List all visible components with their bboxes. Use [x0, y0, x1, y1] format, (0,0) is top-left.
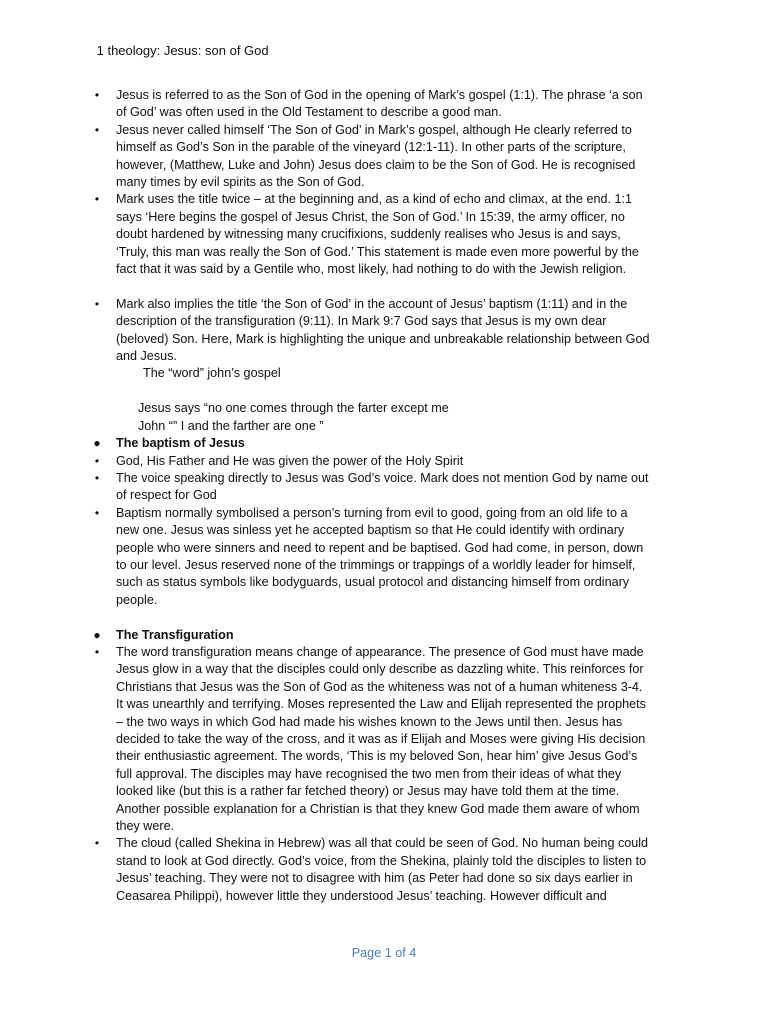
bullet-marker: • [94, 88, 100, 102]
bullet-marker: • [94, 453, 100, 468]
bullet-marker: • [94, 192, 100, 207]
bullet-text: Jesus is referred to as the Son of God in the opening of Mark’s gospel (1:1). The phrase ‘a son of God’ was often used in the Old Testament to describe a good man. [116, 88, 643, 120]
document-body [0, 87, 768, 905]
bullet-item [0, 627, 652, 644]
bullet-text: Baptism normally symbolised a person’s turning from evil to good, going from an old life to a new one. Jesus was sinless yet he accepted baptism so that He could identify with ordinary people who were sinners and need to repent and be baptised. God had come, in person, down to our level. Jesus reserved none of the trimmings or trappings of a worldly leader for himself, such as status symbols like bodyguards, usual protocol and distancing himself from ordinary people. [116, 505, 644, 607]
bullet-item [0, 470, 652, 505]
page-footer: Page 1 of 4 [351, 946, 417, 960]
bullet-marker: ● [93, 627, 101, 642]
bullet-marker: • [94, 296, 100, 311]
indented-note: John “” I and the farther are one ” [138, 418, 324, 433]
bullet-text: The cloud (called Shekina in Hebrew) was all that could be seen of God. No human being could stand to look at God directly. God’s voice, from the Shekina, plainly told the disciples to listen to Jesus’ teaching. They were not to disagree with him (as Peter had done so six days earlier in Ceasarea Philippi), however little they understood Jesus’ teaching. However difficult and [116, 836, 649, 903]
bullet-text: The word transfiguration means change of appearance. The presence of God must have made Jesus glow in a way that the disciples could only describe as dazzling white. This reinforces for Christians that Jesus was the Son of God as the whiteness was not of a human whiteness 3-4. It was unearthly and terrifying. Moses represented the Law and Elijah represented the prophets – the two ways in which God had made his wishes known to the Jews until then. Jesus has decided to take the way of the cross, and it was as if Elijah and Moses were giving His decision their enthusiastic agreement. The words, ‘This is my beloved Son, hear him’ give Jesus God’s full approval. The disciples may have recognised the two men from their ideas of what they looked like (but this is a rather far fetched theory) or Jesus may have told them at the time. Another possible explanation for a Christian is that they knew God made them aware of whom they were. [116, 644, 646, 834]
bullet-item [0, 87, 652, 122]
bullet-item [0, 505, 652, 609]
bullet-item [0, 191, 652, 278]
indented-note: The “word” john’s gospel [143, 366, 281, 381]
bullet-item [0, 835, 652, 905]
bullet-item [0, 644, 652, 835]
bullet-marker: • [94, 644, 100, 659]
blank-line [0, 278, 768, 295]
section-heading: The baptism of Jesus [116, 436, 245, 451]
document-title: 1 theology: Jesus: son of God [93, 43, 269, 58]
bullet-text: God, His Father and He was given the power of the Holy Spirit [116, 453, 464, 468]
bullet-marker: • [94, 122, 100, 137]
bullet-marker: ● [93, 436, 101, 451]
bullet-marker: • [94, 836, 100, 851]
indented-note: Jesus says “no one comes through the farter except me [138, 401, 449, 416]
bullet-item [0, 122, 652, 192]
blank-line [0, 383, 768, 400]
section-heading: The Transfiguration [116, 627, 234, 642]
bullet-item [0, 435, 652, 452]
bullet-item [0, 296, 652, 366]
bullet-marker: • [94, 505, 100, 520]
bullet-text: Mark also implies the title ‘the Son of God’ in the account of Jesus’ baptism (1:11) and in the description of the transfiguration (9:11). In Mark 9:7 God says that Jesus is my own dear (beloved) Son. Here, Mark is highlighting the unique and unbreakable relationship between God and Jesus. [116, 296, 650, 364]
bullet-text: Jesus never called himself ‘The Son of God’ in Mark’s gospel, although He clearly referred to himself as God’s Son in the parable of the vineyard (12:1-11). In other parts of the scripture, however, (Matthew, Luke and John) Jesus does claim to be the Son of God. He is recognised many times by evil spirits as the Son of God. [116, 122, 636, 190]
blank-line [0, 609, 768, 626]
bullet-marker: • [94, 470, 100, 485]
bullet-text: The voice speaking directly to Jesus was God’s voice. Mark does not mention God by name out of respect for God [116, 470, 649, 503]
bullet-item [0, 453, 652, 470]
bullet-text: Mark uses the title twice – at the beginning and, as a kind of echo and climax, at the end. 1:1 says ‘Here begins the gospel of Jesus Christ, the Son of God.’ In 15:39, the army officer, no doubt hardened by witnessing many crucifixions, suddenly realises who Jesus is and says, ‘Truly, this man was really the Son of God.’ This statement is made even more powerful by the fact that it was said by a Gentile who, most likely, had nothing to do with the Jewish religion. [116, 192, 639, 277]
